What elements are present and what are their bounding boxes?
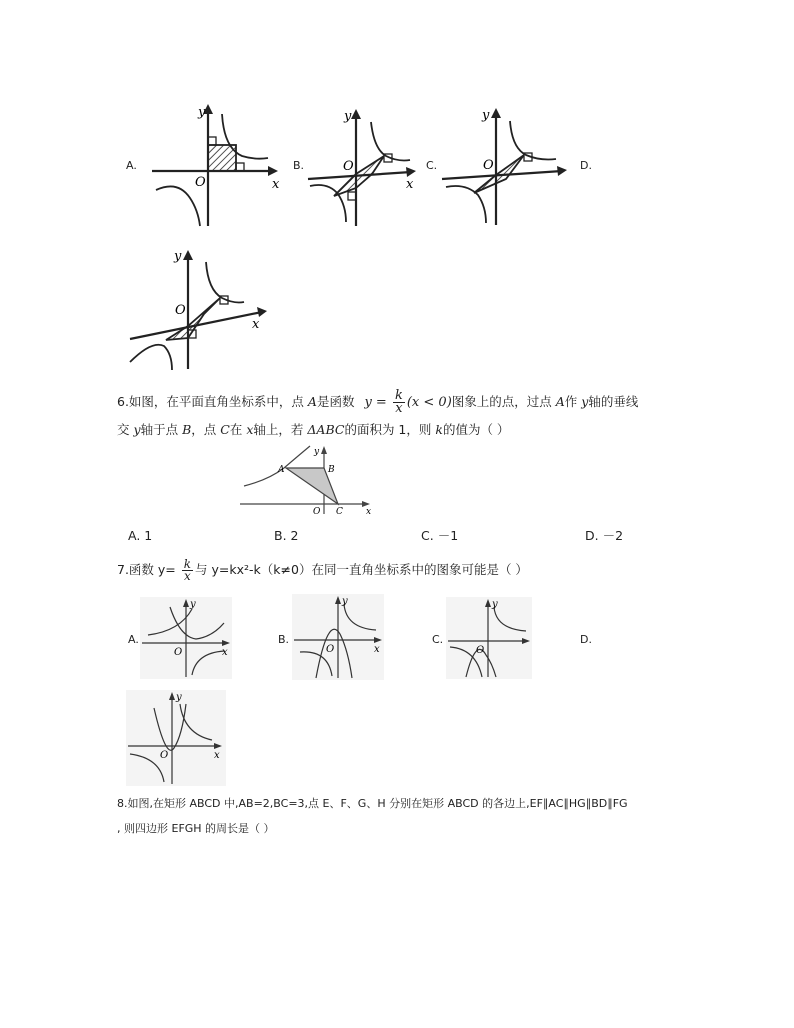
q5b-x-label: x <box>406 177 414 192</box>
q6-on-axis: 轴上，若 <box>253 422 304 437</box>
q7b-x: x <box>374 644 380 655</box>
q7d-y: y <box>176 692 182 703</box>
q7a-y: y <box>190 599 196 610</box>
q6-frac-num: k <box>394 388 403 403</box>
q7-frac-num: k <box>183 557 192 571</box>
q6-triangle: ΔABC <box>307 422 345 437</box>
q6-y1: y <box>581 394 589 409</box>
q7c-o: O <box>476 645 485 656</box>
q7-graph-d <box>126 690 226 786</box>
q7-rest: 与 y=kx²-k（k≠0）在同一直角坐标系中的图象可能是（ ） <box>195 562 528 577</box>
q6-make: 作 <box>564 394 578 409</box>
q6-condition: (x < 0) <box>406 395 452 410</box>
q6-point-c: C <box>220 422 230 437</box>
q6-meet: 轴于点 <box>140 422 179 437</box>
q7-prefix: 7.函数 y= <box>117 562 176 577</box>
q7-option-c-label: C. <box>432 633 444 646</box>
q6-stem-line2 <box>117 421 509 439</box>
q5-graph-d <box>126 244 271 372</box>
q6-stem-line1 <box>117 390 638 415</box>
q6-x: x <box>246 422 254 437</box>
q6-point-a2: A <box>555 394 565 409</box>
q6-choice-a: A. 1 <box>128 528 153 543</box>
q6-fig-a: A <box>278 465 285 475</box>
q7-option-d-label: D. <box>580 633 592 646</box>
q6-formula-lhs: y = <box>364 395 387 410</box>
q5a-y-label: y <box>198 105 206 120</box>
q6-line2-a: 交 <box>117 422 130 437</box>
q6-choice-b: B. 2 <box>274 528 299 543</box>
q6-fig-c: C <box>336 507 343 517</box>
q5a-origin-label: O <box>195 175 206 190</box>
q6-fig-o: O <box>313 507 321 517</box>
q7-stem <box>117 559 528 582</box>
q7-option-b-label: B. <box>278 633 290 646</box>
q5-option-b-label: B. <box>293 159 305 172</box>
q6-frac-den: x <box>395 401 403 416</box>
q6-value-is: 的值为（ ） <box>442 422 510 437</box>
q5a-x-label: x <box>272 177 280 192</box>
q6-y2: y <box>133 422 141 437</box>
q6-after-formula: 图象上的点，过点 <box>451 394 552 409</box>
q7a-o: O <box>174 647 183 658</box>
q5b-origin-label: O <box>343 159 354 174</box>
q7d-x: x <box>214 750 220 761</box>
q7-frac-den: x <box>184 569 191 583</box>
q7-graph-a <box>140 597 232 679</box>
q6-choice-c: C. －1 <box>421 528 459 543</box>
q6-area-is: 的面积为 1，则 <box>344 422 432 437</box>
q6-is-func: 是函数 <box>316 394 355 409</box>
q5d-y-label: y <box>174 249 182 264</box>
q5b-y-label: y <box>344 109 352 124</box>
q5c-y-label: y <box>482 108 490 123</box>
q8-stem-line2: , 则四边形 EFGH 的周长是（ ） <box>117 822 275 835</box>
q6-point-b: B <box>182 422 192 437</box>
q6-perp: 轴的垂线 <box>588 394 639 409</box>
q8-stem-line1: 8.如图,在矩形 ABCD 中,AB=2,BC=3,点 E、F、G、H 分别在矩形 ABCD 的各边上,EF∥AC∥HG∥BD∥FG <box>117 797 628 810</box>
q5-option-d-label: D. <box>580 159 592 172</box>
q7d-o: O <box>160 750 169 761</box>
q6-comma-pt: ，点 <box>191 422 217 437</box>
q6-choice-d: D. －2 <box>585 528 624 543</box>
q5-graph-b <box>306 104 421 229</box>
q7b-y: y <box>342 596 348 607</box>
q7b-o: O <box>326 644 335 655</box>
q6-figure <box>238 444 378 516</box>
q5-option-a-label: A. <box>126 159 137 172</box>
q6-fig-y: y <box>314 447 320 457</box>
q7a-x: x <box>222 647 228 658</box>
q6-k: k <box>435 422 443 437</box>
q5-graph-c <box>440 103 575 228</box>
q6-at: 在 <box>229 422 243 437</box>
q7-graph-c <box>446 597 532 679</box>
q7-option-a-label: A. <box>128 633 139 646</box>
q7c-y: y <box>492 599 498 610</box>
q5c-origin-label: O <box>483 158 494 173</box>
q7-graph-b <box>292 594 384 680</box>
q6-prefix: 6.如图，在平面直角坐标系中，点 <box>117 394 304 409</box>
q6-point-a: A <box>307 394 317 409</box>
q5d-x-label: x <box>252 317 260 332</box>
q5-option-c-label: C. <box>426 159 438 172</box>
q6-fig-x: x <box>366 507 372 517</box>
q5d-origin-label: O <box>175 303 186 318</box>
q6-fig-b: B <box>328 465 335 475</box>
q5-graph-a <box>150 98 285 228</box>
